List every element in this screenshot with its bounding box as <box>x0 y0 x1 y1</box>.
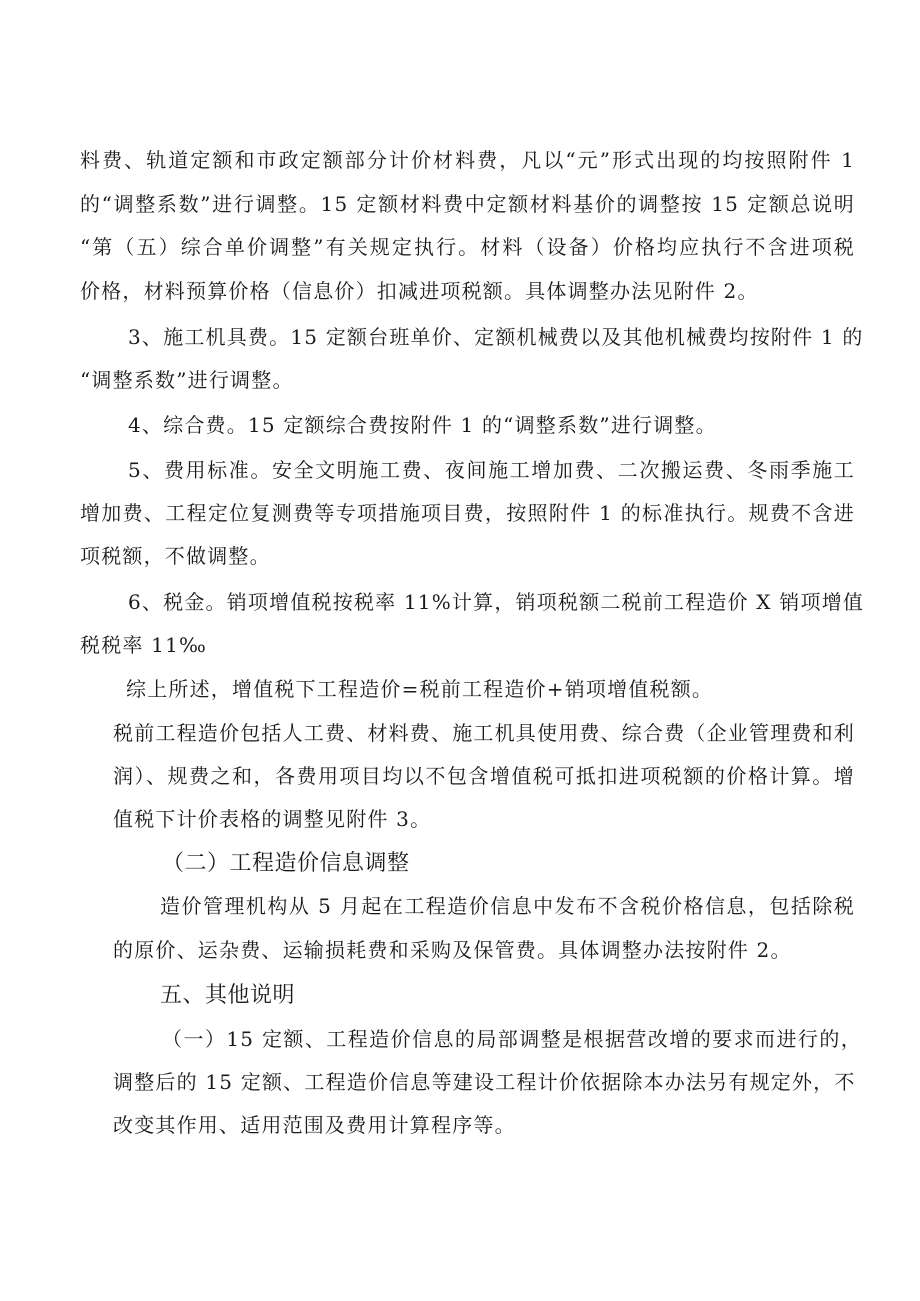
pretax-line: 值税下计价表格的调整见附件 3。 <box>113 807 432 831</box>
paragraph-line: 的“调整系数”进行调整。15 定额材料费中定额材料基价的调整按 15 定额总说明 <box>80 192 855 216</box>
section-5-line: 改变其作用、适用范围及费用计算程序等。 <box>113 1113 516 1137</box>
pretax-line: 润）、规费之和，各费用项目均以不包含增值税可抵扣进项税额的价格计算。增 <box>113 764 855 788</box>
item-5-line: 增加费、工程定位复测费等专项措施项目费，按照附件 1 的标准执行。规费不含进 <box>80 501 855 525</box>
paragraph-line: 价格，材料预算价格（信息价）扣减进项税额。具体调整办法见附件 2。 <box>80 279 759 303</box>
item-5-line: 5、费用标准。安全文明施工费、夜间施工增加费、二次搬运费、冬雨季施工 <box>128 458 855 482</box>
section-5-line: （一）15 定额、工程造价信息的局部调整是根据营改增的要求而进行的， <box>162 1027 862 1051</box>
item-5-line: 项税额，不做调整。 <box>80 544 271 568</box>
section-5-line: 调整后的 15 定额、工程造价信息等建设工程计价依据除本办法另有规定外，不 <box>113 1070 856 1094</box>
section-heading: （二）工程造价信息调整 <box>162 851 410 876</box>
section-2-line: 造价管理机构从 5 月起在工程造价信息中发布不含税价格信息，包括除税 <box>160 894 855 918</box>
section-heading: 五、其他说明 <box>160 983 296 1008</box>
paragraph-line: “第（五）综合单价调整”有关规定执行。材料（设备）价格均应执行不含进项税 <box>80 235 855 259</box>
pretax-line: 税前工程造价包括人工费、材料费、施工机具使用费、综合费（企业管理费和利 <box>113 721 855 745</box>
summary-line: 综上所述，增值税下工程造价=税前工程造价+销项增值税额。 <box>126 677 714 701</box>
item-3-line: “调整系数”进行调整。 <box>80 368 294 392</box>
item-3-line: 3、施工机具费。15 定额台班单价、定额机械费以及其他机械费均按附件 1 的 <box>128 325 864 349</box>
item-4-line: 4、综合费。15 定额综合费按附件 1 的“调整系数”进行调整。 <box>128 413 717 437</box>
paragraph-line: 料费、轨道定额和市政定额部分计价材料费，凡以“元”形式出现的均按照附件 1 <box>80 148 855 172</box>
item-6-line: 税税率 11‰ <box>80 633 208 657</box>
section-2-line: 的原价、运杂费、运输损耗费和采购及保管费。具体调整办法按附件 2。 <box>113 938 792 962</box>
item-6-line: 6、税金。销项增值税按税率 11%计算，销项税额二税前工程造价 X 销项增值 <box>128 590 865 614</box>
